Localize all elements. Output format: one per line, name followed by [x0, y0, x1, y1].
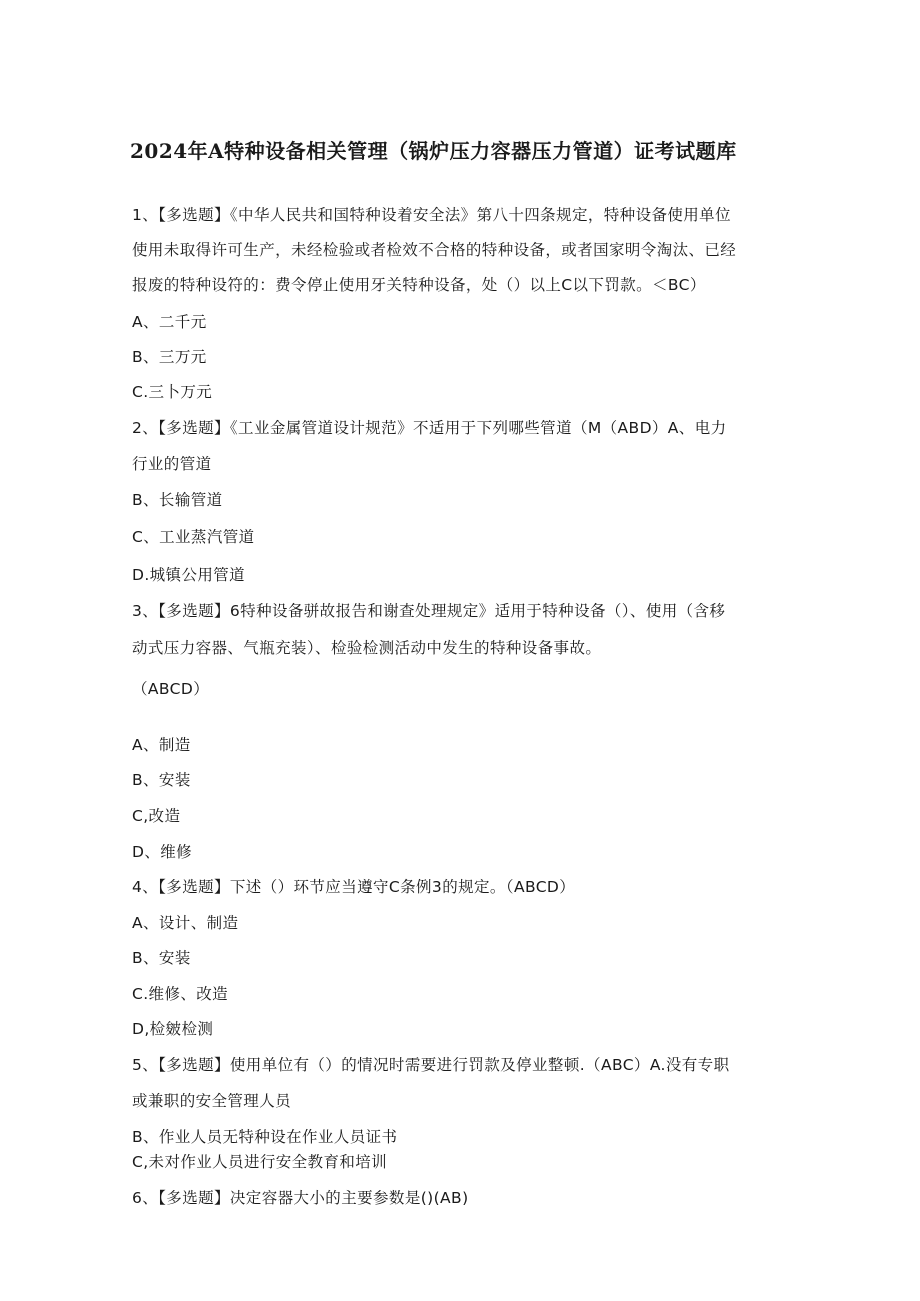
text-line: 报废的特种设符的：费令停止使用牙关特种设备，处（）以上C以下罚款。＜BC）	[132, 276, 706, 294]
text-line: B、作业人员无特种设在作业人员证书	[132, 1128, 398, 1146]
text-line: 4、【多选题】下述（）环节应当遵守C条例3的规定。（ABCD）	[132, 878, 576, 896]
text-line: B、安装	[132, 771, 191, 789]
text-line: D、维修	[132, 843, 193, 861]
text-line: C,未对作业人员进行安全教育和培训	[132, 1153, 388, 1171]
text-line: C.维修、改造	[132, 985, 229, 1003]
text-line: D.城镇公用管道	[132, 566, 246, 584]
text-line: A、设计、制造	[132, 914, 239, 932]
text-line: 行业的管道	[132, 455, 212, 473]
text-line: （ABCD）	[132, 680, 210, 698]
text-line: B、长输管道	[132, 491, 223, 509]
text-line: 使用未取得许可生产，未经检验或者检效不合格的特种设备，或者国家明令淘汰、已经	[132, 241, 737, 259]
document-title: 2024年A特种设备相关管理（锅炉压力容器压力管道）证考试题库	[130, 139, 737, 163]
text-line: A、制造	[132, 736, 191, 754]
text-line: 动式压力容器、气瓶充装）、检验检测活动中发生的特种设备事故。	[132, 639, 602, 657]
text-line: 1、【多选题】《中华人民共和国特种设着安全法》第八十四条规定，特种设备使用单位	[132, 206, 731, 224]
text-line: B、三万元	[132, 348, 207, 366]
text-line: D,检皴检测	[132, 1020, 214, 1038]
text-line: B、安装	[132, 949, 191, 967]
text-line: 2、【多选题】《工业金属管道设计规范》不适用于下列哪些管道（M（ABD）A、电力	[132, 419, 727, 437]
text-line: C、工业蒸汽管道	[132, 528, 255, 546]
text-line: 5、【多选题】使用单位有（）的情况时需要进行罚款及停业整顿.（ABC）A.没有专职	[132, 1056, 730, 1074]
text-line: C.三卜万元	[132, 383, 213, 401]
text-line: A、二千元	[132, 313, 207, 331]
text-line: 或兼职的安全管理人员	[132, 1092, 292, 1110]
text-line: 3、【多选题】6特种设备骈故报告和谢查处理规定》适用于特种设备（）、使用（含移	[132, 602, 726, 620]
text-line: C,改造	[132, 807, 181, 825]
text-line: 6、【多选题】决定容器大小的主要参数是()(AB)	[132, 1189, 469, 1207]
